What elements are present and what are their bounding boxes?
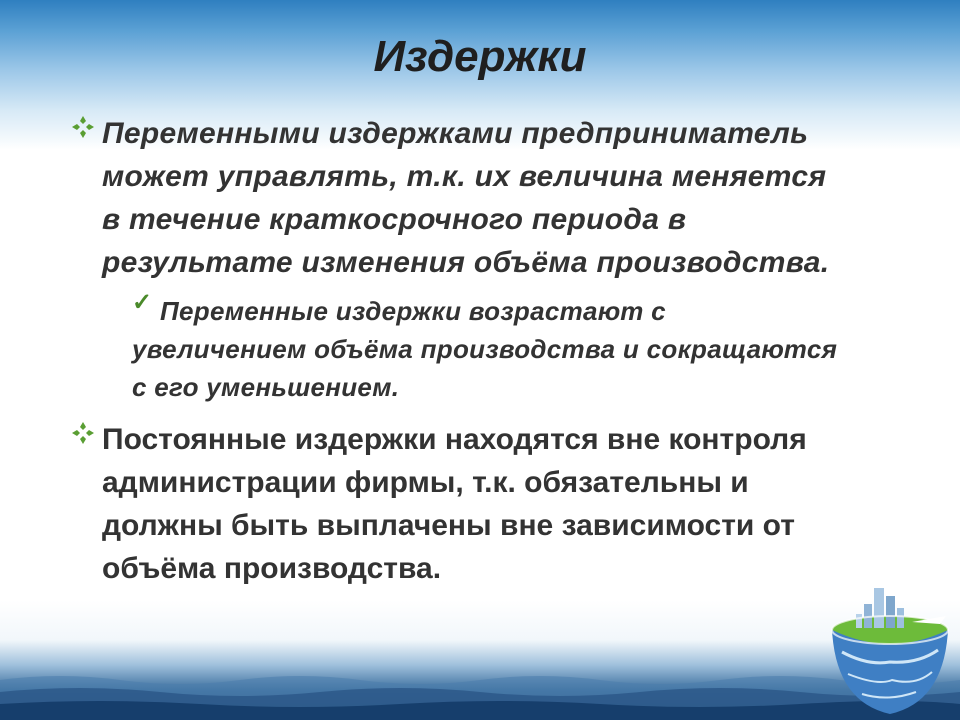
slide-title: Издержки xyxy=(373,32,587,81)
sea-waves-decoration xyxy=(0,660,960,720)
diamond-bullet-icon xyxy=(72,422,94,444)
city-globe-illustration xyxy=(828,582,952,716)
diamond-bullet-icon xyxy=(72,116,94,138)
slide-content xyxy=(72,112,842,590)
sub-bullet-text: Переменные издержки возрастают с увеличением объёма производства и сокращаются с его уменьшением. xyxy=(132,296,838,402)
sub-bullet-item xyxy=(102,289,842,406)
bullet-text: Переменными издержками предприниматель может управлять, т.к. их величина меняется в течение краткосрочного периода в результате изменения объёма производства. xyxy=(102,117,830,279)
bullet-item-fixed-costs xyxy=(72,418,842,590)
checkmark-icon: ✓ xyxy=(132,289,153,316)
bullet-text: Постоянные издержки находятся вне контроля администрации фирмы, т.к. обязательны и должны быть выплачены вне зависимости от объёма производства. xyxy=(102,423,807,585)
bullet-item-variable-costs xyxy=(72,112,842,406)
